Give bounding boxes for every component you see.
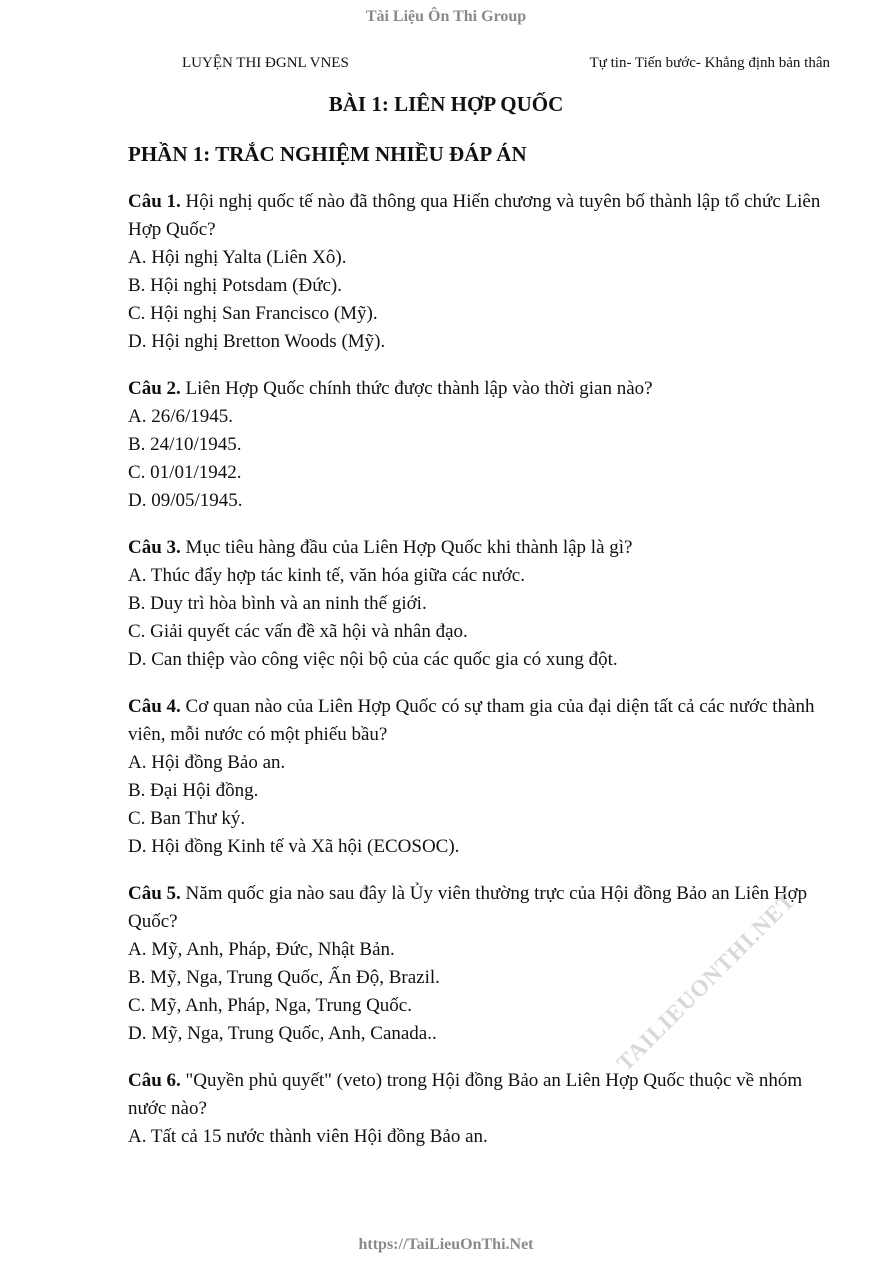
question-text xyxy=(128,534,828,562)
question-list xyxy=(128,188,828,1170)
question-number: Câu 3. xyxy=(128,537,181,558)
question-3 xyxy=(128,534,828,674)
question-body: Mục tiêu hàng đầu của Liên Hợp Quốc khi thành lập là gì? xyxy=(185,537,633,558)
option-c: C. 01/01/1942. xyxy=(128,462,242,483)
question-body: Cơ quan nào của Liên Hợp Quốc có sự tham gia của đại diện tất cả các nước thành viên, mỗi nước có một phiếu bầu? xyxy=(128,696,815,745)
question-body: "Quyền phủ quyết" (veto) trong Hội đồng Bảo an Liên Hợp Quốc thuộc về nhóm nước nào? xyxy=(128,1070,803,1119)
question-text xyxy=(128,693,828,749)
option-b: B. Hội nghị Potsdam (Đức). xyxy=(128,275,343,296)
header-right-slogan: Tự tin- Tiến bước- Khẳng định bản thân xyxy=(589,55,830,71)
question-number: Câu 4. xyxy=(128,696,181,717)
lesson-title: BÀI 1: LIÊN HỢP QUỐC xyxy=(328,92,564,116)
option-b: B. Đại Hội đồng. xyxy=(128,780,259,801)
option-d: D. Can thiệp vào công việc nội bộ của các quốc gia có xung đột. xyxy=(128,649,618,670)
option-a: A. Mỹ, Anh, Pháp, Đức, Nhật Bản. xyxy=(128,939,395,960)
footer-link[interactable]: https://TaiLieuOnThi.Net xyxy=(358,1236,534,1253)
option-a: A. Hội đồng Bảo an. xyxy=(128,752,286,773)
question-text xyxy=(128,188,828,244)
option-a: A. Thúc đẩy hợp tác kinh tế, văn hóa giữa các nước. xyxy=(128,565,525,586)
option-b: B. Duy trì hòa bình và an ninh thế giới. xyxy=(128,593,427,614)
question-1 xyxy=(128,188,828,356)
question-number: Câu 5. xyxy=(128,883,181,904)
question-text xyxy=(128,375,828,403)
question-2 xyxy=(128,375,828,515)
option-d: D. Mỹ, Nga, Trung Quốc, Anh, Canada.. xyxy=(128,1023,437,1044)
question-text xyxy=(128,1067,828,1123)
question-6 xyxy=(128,1067,828,1151)
question-number: Câu 2. xyxy=(128,378,181,399)
question-body: Hội nghị quốc tế nào đã thông qua Hiến chương và tuyên bố thành lập tổ chức Liên Hợp Quốc? xyxy=(128,191,821,240)
option-c: C. Ban Thư ký. xyxy=(128,808,246,829)
question-body: Liên Hợp Quốc chính thức được thành lập vào thời gian nào? xyxy=(185,378,653,399)
option-a: A. 26/6/1945. xyxy=(128,406,234,427)
question-number: Câu 1. xyxy=(128,191,181,212)
question-text xyxy=(128,880,828,936)
option-c: C. Mỹ, Anh, Pháp, Nga, Trung Quốc. xyxy=(128,995,412,1016)
header-left-text: LUYỆN THI ĐGNL VNES xyxy=(182,55,349,71)
option-a: A. Hội nghị Yalta (Liên Xô). xyxy=(128,247,347,268)
watermark-text: TAILIEUONTHI.NET xyxy=(612,887,801,1076)
option-d: D. Hội đồng Kinh tế và Xã hội (ECOSOC). xyxy=(128,836,460,857)
question-number: Câu 6. xyxy=(128,1070,181,1091)
option-c: C. Giải quyết các vấn đề xã hội và nhân đạo. xyxy=(128,621,468,642)
brand-header: Tài Liệu Ôn Thi Group xyxy=(365,8,527,25)
option-d: D. 09/05/1945. xyxy=(128,490,243,511)
option-b: B. Mỹ, Nga, Trung Quốc, Ấn Độ, Brazil. xyxy=(128,967,440,988)
part-title: PHẦN 1: TRẮC NGHIỆM NHIỀU ĐÁP ÁN xyxy=(128,142,527,166)
option-d: D. Hội nghị Bretton Woods (Mỹ). xyxy=(128,331,386,352)
option-b: B. 24/10/1945. xyxy=(128,434,242,455)
option-c: C. Hội nghị San Francisco (Mỹ). xyxy=(128,303,378,324)
question-body: Năm quốc gia nào sau đây là Ủy viên thường trực của Hội đồng Bảo an Liên Hợp Quốc? xyxy=(128,883,808,932)
option-a: A. Tất cả 15 nước thành viên Hội đồng Bảo an. xyxy=(128,1126,488,1147)
question-4 xyxy=(128,693,828,861)
